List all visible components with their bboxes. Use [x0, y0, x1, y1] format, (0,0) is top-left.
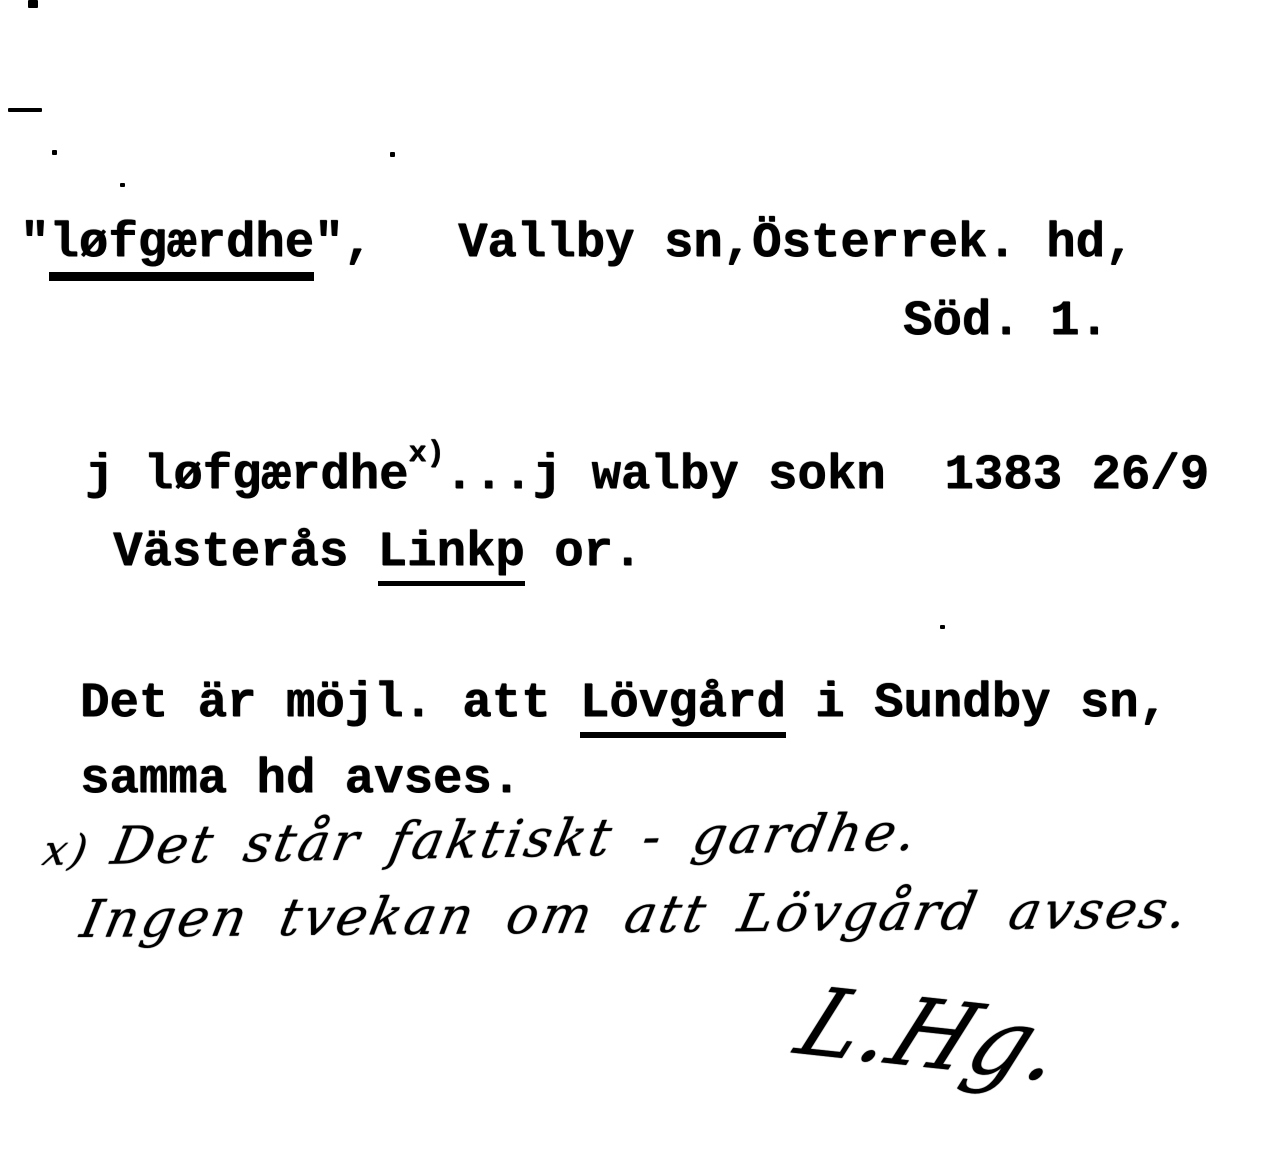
remark-line-1: [80, 675, 1168, 731]
source-pre: Västerås: [113, 524, 378, 580]
footnote-reference-mark: x): [408, 437, 445, 471]
remark-line-2: samma hd avses.: [80, 751, 522, 807]
source-line: [113, 524, 643, 580]
headword-open-quote: ": [20, 215, 50, 271]
scan-speck: [8, 108, 42, 112]
district-line: Vallby sn,Österrek. hd,: [458, 215, 1135, 271]
citation-post: ...j walby sokn 1383 26/9: [444, 447, 1209, 503]
signature: L.Hg.: [782, 968, 1087, 1103]
source-abbreviation: Linkp: [378, 524, 525, 586]
handwritten-footnote-text-1: Det står faktiskt - gardhe.: [106, 802, 925, 877]
handwritten-footnote-line-1: [38, 803, 924, 878]
source-post: or.: [524, 524, 643, 580]
scan-speck: [940, 625, 945, 629]
scan-speck: [52, 150, 57, 155]
scan-speck: [390, 152, 395, 157]
headword-name: løfgærdhe: [49, 215, 314, 281]
citation-line: [85, 437, 1209, 503]
headword-close-quote: ",: [314, 215, 373, 271]
scan-speck: [120, 183, 125, 187]
scan-speck: [28, 0, 38, 8]
remark-post: i Sundby sn,: [785, 675, 1168, 731]
headword-line: [20, 215, 373, 271]
handwritten-footnote-mark: x): [38, 825, 95, 875]
county-line: Söd. 1.: [903, 293, 1109, 349]
remark-placename: Lövgård: [580, 675, 786, 738]
remark-pre: Det är möjl. att: [80, 675, 580, 731]
handwritten-footnote-line-2: Ingen tvekan om att Lövgård avses.: [75, 880, 1196, 950]
citation-pre: j løfgærdhe: [85, 447, 409, 503]
